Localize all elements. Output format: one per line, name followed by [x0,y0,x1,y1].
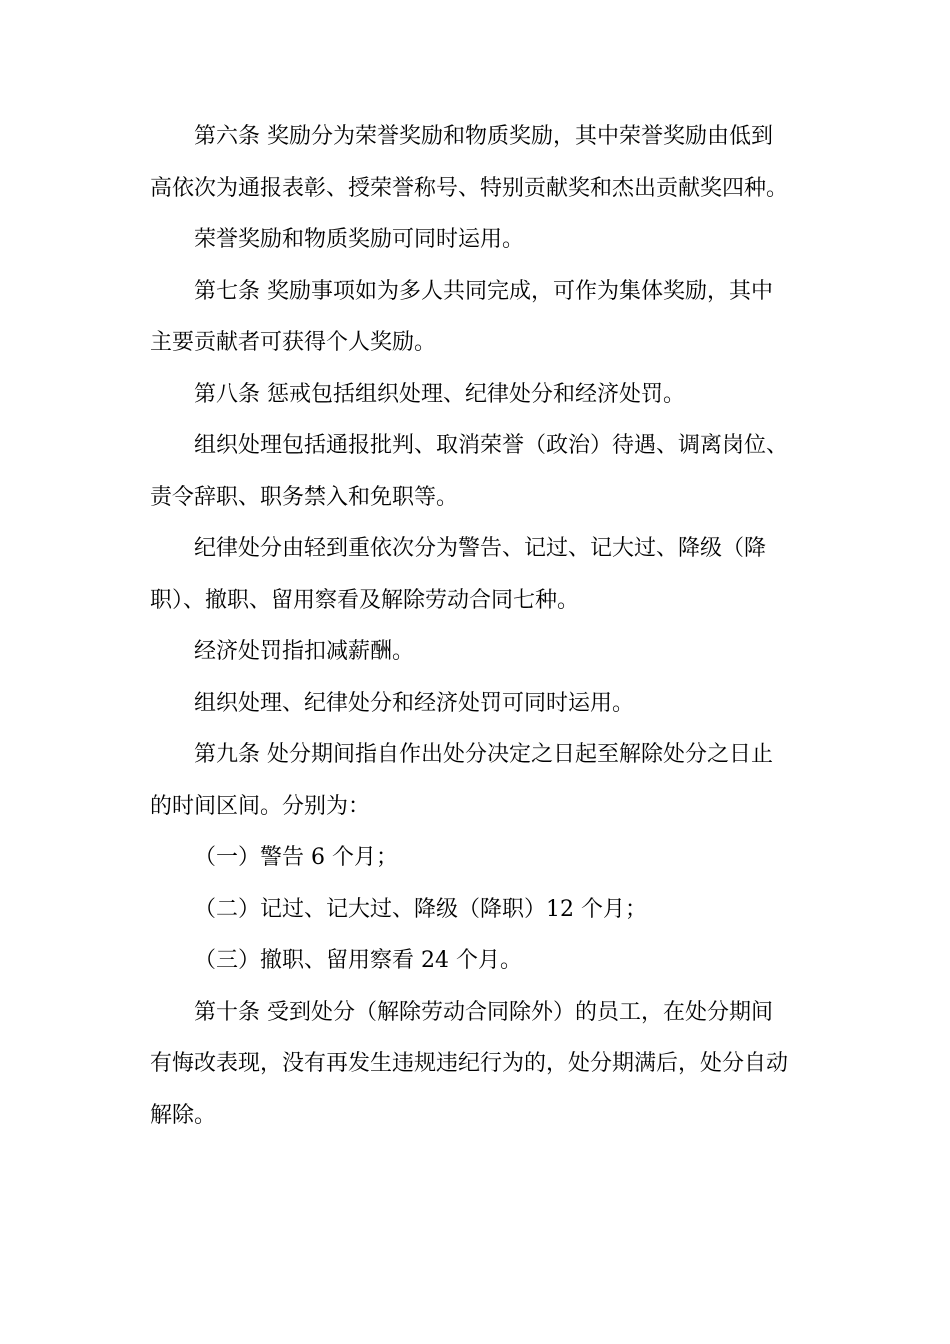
text-line: 的时间区间。分别为： [150,793,371,819]
text-line: 第六条 奖励分为荣誉奖励和物质奖励，其中荣誉奖励由低到 [194,124,773,149]
text-line: 主要贡献者可获得个人奖励。 [150,330,437,355]
text-line: （二）记过、记大过、降级（降职）12 个月； [194,896,647,922]
text-line: 职）、撤职、留用察看及解除劳动合同七种。 [150,587,580,613]
text-line: 有悔改表现，没有再发生违规违纪行为的，处分期满后，处分自动 [150,1051,789,1076]
text-line: 高依次为通报表彰、授荣誉称号、特别贡献奖和杰出贡献奖四种。 [150,175,789,201]
text-line: 荣誉奖励和物质奖励可同时运用。 [194,227,525,252]
paragraph-organizational-handling [150,420,800,523]
text-line: 经济处罚指扣减薪酬。 [194,639,415,664]
list-item-dismissal [150,935,800,987]
text-line: （一）警告 6 个月； [194,845,398,870]
text-line: 第十条 受到处分（解除劳动合同除外）的员工，在处分期间 [194,999,773,1025]
text-line: 组织处理包括通报批判、取消荣誉（政治）待遇、调离岗位、 [194,433,789,458]
text-line: 第八条 惩戒包括组织处理、纪律处分和经济处罚。 [194,381,685,407]
text-line: 组织处理、纪律处分和经济处罚可同时运用。 [194,690,635,716]
text-line: 第九条 处分期间指自作出处分决定之日起至解除处分之日止 [194,742,773,767]
document-body [150,111,800,1141]
paragraph-article-9 [150,729,800,832]
list-item-warning [150,832,800,884]
paragraph-economic-penalty [150,626,800,678]
text-line: 责令辞职、职务禁入和免职等。 [150,484,459,510]
paragraph-article-6 [150,111,800,214]
paragraph-article-7 [150,266,800,369]
paragraph-concurrent-use [150,678,800,730]
text-line: 第七条 奖励事项如为多人共同完成，可作为集体奖励，其中 [194,278,773,304]
paragraph-disciplinary-action [150,523,800,626]
text-line: 解除。 [150,1102,217,1128]
paragraph-article-8 [150,369,800,421]
text-line: 纪律处分由轻到重依次分为警告、记过、记大过、降级（降 [194,536,767,561]
paragraph-article-10 [150,987,800,1142]
text-line: （三）撤职、留用察看 24 个月。 [194,948,522,973]
list-item-demerit [150,884,800,936]
paragraph-article-6-note [150,214,800,266]
